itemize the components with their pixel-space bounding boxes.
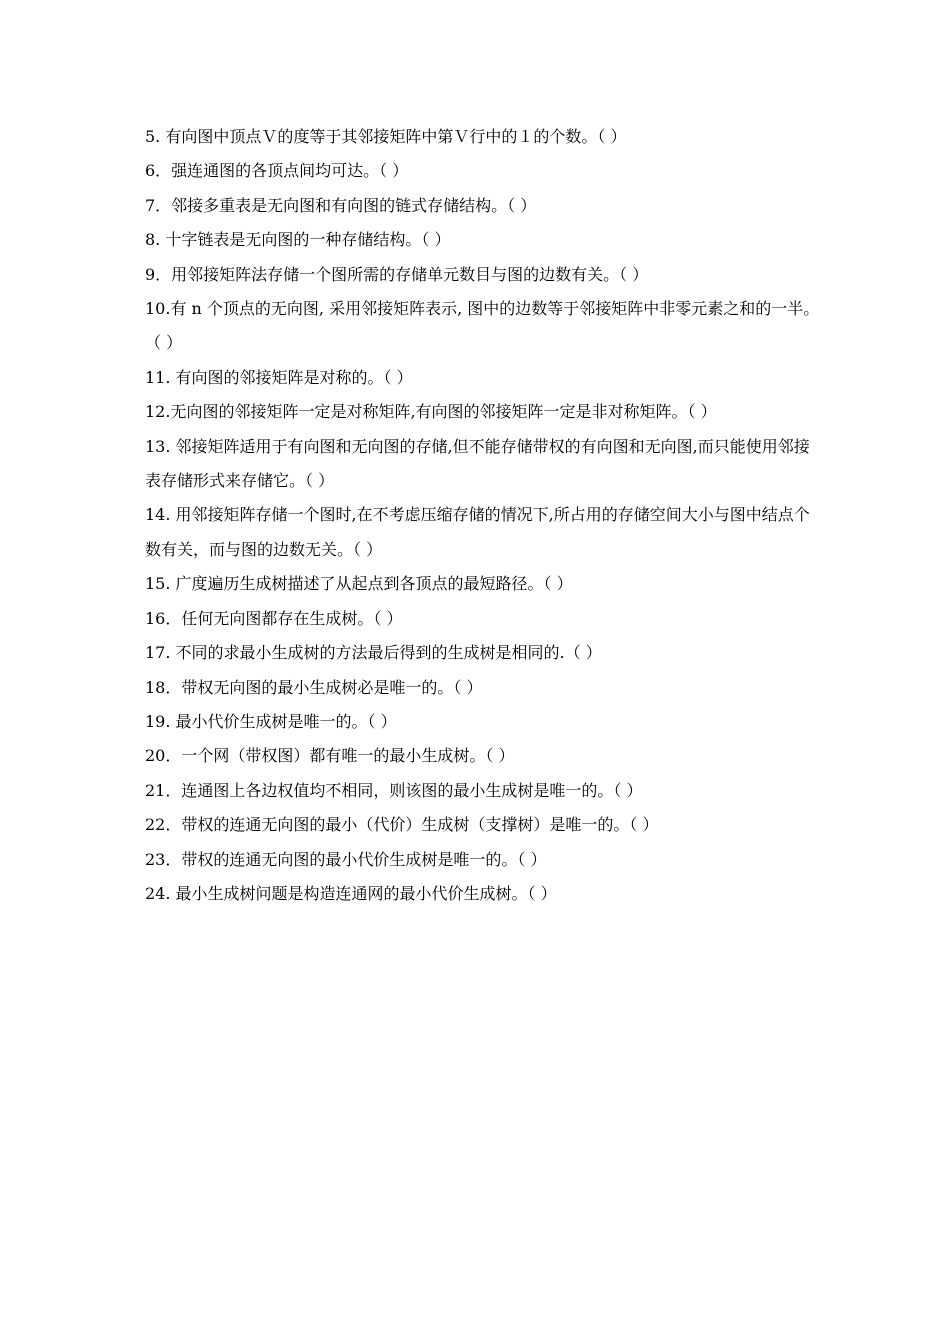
question-21: 21．连通图上各边权值均不相同，则该图的最小生成树是唯一的。（ ）: [145, 780, 643, 800]
question-14: 14. 用邻接矩阵存储一个图时,在不考虑压缩存储的情况下,所占用的存储空间大小与图中结点个数有关，而与图的边数无关。（ ）: [145, 505, 810, 559]
question-19: 19. 最小代价生成树是唯一的。（ ）: [145, 711, 397, 731]
question-13: 13. 邻接矩阵适用于有向图和无向图的存储,但不能存储带权的有向图和无向图,而只能使用邻接表存储形式来存储它。（ ）: [145, 436, 810, 491]
question-20: 20．一个网（带权图）都有唯一的最小生成树。（ ）: [145, 746, 515, 766]
question-6: 6．强连通图的各顶点间均可达。（ ）: [145, 161, 409, 181]
question-22: 22．带权的连通无向图的最小（代价）生成树（支撑树）是唯一的。（ ）: [145, 815, 659, 835]
true-false-question-list: [145, 120, 825, 911]
question-12: 12.无向图的邻接矩阵一定是对称矩阵,有向图的邻接矩阵一定是非对称矩阵。（ ）: [145, 402, 717, 422]
question-9: 9．用邻接矩阵法存储一个图所需的存储单元数目与图的边数有关。（ ）: [145, 264, 649, 284]
question-5: 5. 有向图中顶点Ｖ的度等于其邻接矩阵中第Ｖ行中的１的个数。（ ）: [145, 127, 627, 146]
question-11: 11. 有向图的邻接矩阵是对称的。（ ）: [145, 367, 413, 387]
question-18: 18．带权无向图的最小生成树必是唯一的。（ ）: [145, 677, 483, 697]
question-23: 23．带权的连通无向图的最小代价生成树是唯一的。（ ）: [145, 849, 547, 869]
question-17: 17. 不同的求最小生成树的方法最后得到的生成树是相同的.（ ）: [145, 643, 602, 663]
question-16: 16．任何无向图都存在生成树。（ ）: [145, 608, 403, 628]
question-24: 24. 最小生成树问题是构造连通网的最小代价生成树。（ ）: [145, 883, 557, 903]
question-8: 8. 十字链表是无向图的一种存储结构。（ ）: [145, 230, 451, 250]
question-7: 7．邻接多重表是无向图和有向图的链式存储结构。（ ）: [145, 195, 537, 215]
question-10: 10.有 n 个顶点的无向图, 采用邻接矩阵表示, 图中的边数等于邻接矩阵中非零元素之和的一半。（ ）: [145, 299, 820, 353]
question-15: 15. 广度遍历生成树描述了从起点到各顶点的最短路径。（ ）: [145, 574, 573, 594]
